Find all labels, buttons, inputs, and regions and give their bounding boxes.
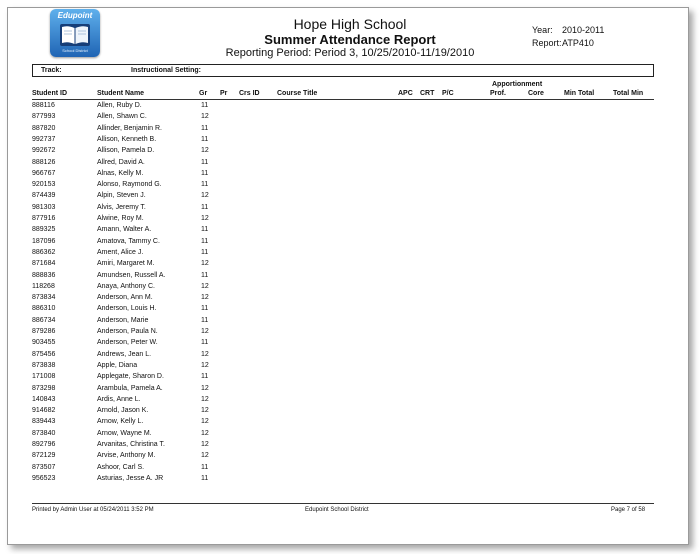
student-name: Anderson, Ann M. bbox=[97, 294, 153, 302]
col-prof: Prof. bbox=[490, 90, 506, 97]
grade: 11 bbox=[201, 102, 209, 109]
student-id: 873298 bbox=[32, 384, 56, 392]
student-name: Alnas, Kelly M. bbox=[97, 169, 144, 177]
student-name: Asturias, Jesse A. JR bbox=[97, 474, 164, 482]
table-row bbox=[32, 373, 332, 384]
student-name: Anderson, Marie bbox=[97, 316, 149, 324]
col-student-name: Student Name bbox=[97, 90, 145, 97]
grade: 12 bbox=[201, 452, 209, 460]
table-row bbox=[32, 464, 332, 475]
track-label: Track: bbox=[41, 67, 62, 74]
student-id: 992672 bbox=[32, 147, 56, 155]
table-row bbox=[32, 102, 332, 113]
reporting-period: Reporting Period: Period 3, 10/25/2010-11/19/2010 bbox=[225, 47, 475, 59]
student-id: 886310 bbox=[32, 305, 56, 313]
table-row bbox=[32, 170, 332, 181]
col-total-min: Total Min bbox=[613, 90, 644, 97]
student-name: Applegate, Sharon D. bbox=[97, 373, 164, 381]
grade: 11 bbox=[201, 181, 209, 189]
student-name: Ashoor, Carl S. bbox=[97, 463, 145, 471]
table-row bbox=[32, 226, 332, 237]
col-core: Core bbox=[528, 90, 544, 97]
student-name: Amann, Walter A. bbox=[97, 226, 152, 234]
table-row bbox=[32, 283, 332, 294]
table-row bbox=[32, 204, 332, 215]
grade: 12 bbox=[201, 384, 209, 392]
student-name: Anderson, Louis H. bbox=[97, 305, 157, 313]
grade: 11 bbox=[201, 169, 209, 177]
student-name: Alpin, Steven J. bbox=[97, 192, 146, 200]
student-name: Arnold, Jason K. bbox=[97, 407, 149, 415]
grade: 11 bbox=[201, 463, 209, 471]
student-id: 873838 bbox=[32, 361, 56, 369]
student-name: Amundsen, Russell A. bbox=[97, 271, 166, 279]
grade: 12 bbox=[201, 361, 209, 369]
table-row bbox=[32, 125, 332, 136]
table-row bbox=[32, 215, 332, 226]
table-row bbox=[32, 305, 332, 316]
page-number: Page 7 of 58 bbox=[611, 507, 646, 513]
student-id: 877993 bbox=[32, 113, 56, 121]
grade: 12 bbox=[201, 350, 209, 358]
grade: 12 bbox=[201, 407, 209, 415]
grade: 11 bbox=[201, 226, 209, 234]
table-row bbox=[32, 418, 332, 429]
student-id: 875456 bbox=[32, 350, 56, 358]
student-name: Arnow, Wayne M. bbox=[97, 429, 152, 437]
report-label: Report: bbox=[532, 38, 562, 48]
col-crs-id: Crs ID bbox=[239, 90, 260, 97]
student-id: 873840 bbox=[32, 429, 56, 437]
grade: 12 bbox=[201, 395, 209, 403]
student-name: Anaya, Anthony C. bbox=[97, 282, 155, 290]
student-name: Apple, Diana bbox=[97, 361, 138, 369]
logo-text: Edupoint bbox=[57, 11, 93, 20]
student-name: Amiri, Margaret M. bbox=[97, 260, 155, 268]
table-row bbox=[32, 351, 332, 362]
student-name: Allinder, Benjamin R. bbox=[97, 124, 162, 132]
table-row bbox=[32, 441, 332, 452]
grade: 11 bbox=[201, 135, 209, 143]
table-row bbox=[32, 396, 332, 407]
table-row bbox=[32, 249, 332, 260]
grade: 12 bbox=[201, 418, 209, 426]
table-row bbox=[32, 159, 332, 170]
student-id: 903455 bbox=[32, 339, 56, 347]
col-pc: P/C bbox=[442, 90, 454, 97]
student-name: Allen, Ruby D. bbox=[97, 102, 142, 109]
col-pr: Pr bbox=[220, 90, 228, 97]
table-row bbox=[32, 328, 332, 339]
student-name: Arnow, Kelly L. bbox=[97, 418, 144, 426]
col-grade: Gr bbox=[199, 90, 208, 97]
grade: 12 bbox=[201, 328, 209, 335]
grade: 11 bbox=[201, 339, 209, 347]
grade: 11 bbox=[201, 373, 209, 381]
grade: 11 bbox=[201, 248, 209, 256]
col-min-total: Min Total bbox=[564, 90, 595, 97]
student-name: Amatova, Tammy C. bbox=[97, 237, 160, 245]
col-apc: APC bbox=[398, 90, 413, 97]
student-id: 877916 bbox=[32, 215, 56, 222]
student-id: 888116 bbox=[32, 102, 55, 109]
student-id: 187096 bbox=[32, 237, 56, 245]
table-row bbox=[32, 113, 332, 124]
table-row bbox=[32, 192, 332, 203]
report-title: Summer Attendance Report bbox=[264, 32, 436, 47]
student-name: Allison, Pamela D. bbox=[97, 147, 155, 155]
student-id: 992737 bbox=[32, 135, 56, 143]
grade: 12 bbox=[201, 192, 209, 200]
student-id: 886362 bbox=[32, 248, 56, 256]
grade: 12 bbox=[201, 260, 209, 268]
printed-by: Printed by Admin User at 05/24/2011 3:52 PM bbox=[32, 507, 154, 513]
grade: 12 bbox=[201, 215, 209, 222]
district-name: Edupoint School District bbox=[305, 507, 369, 513]
grade: 12 bbox=[201, 113, 209, 121]
student-name: Alonso, Raymond G. bbox=[97, 181, 162, 189]
table-row bbox=[32, 452, 332, 463]
student-name: Allen, Shawn C. bbox=[97, 113, 147, 121]
student-id: 873507 bbox=[32, 463, 56, 471]
student-id: 886734 bbox=[32, 316, 56, 324]
table-row bbox=[32, 362, 332, 373]
col-course-title: Course Title bbox=[277, 90, 318, 97]
table-row bbox=[32, 317, 332, 328]
table-row bbox=[32, 294, 332, 305]
student-id: 879286 bbox=[32, 328, 56, 335]
student-name: Ardis, Anne L. bbox=[97, 395, 141, 403]
student-name: Ament, Alice J. bbox=[97, 248, 144, 256]
student-id: 874439 bbox=[32, 192, 56, 200]
table-row bbox=[32, 181, 332, 192]
grade: 11 bbox=[201, 316, 209, 324]
table-row bbox=[32, 260, 332, 271]
student-id: 956523 bbox=[32, 474, 56, 482]
year-value: 2010-2011 bbox=[562, 25, 605, 35]
student-id: 966767 bbox=[32, 169, 56, 177]
footer-rule bbox=[32, 503, 654, 504]
table-row bbox=[32, 272, 332, 283]
report-value: ATP410 bbox=[562, 38, 594, 48]
grade: 12 bbox=[201, 294, 209, 302]
student-id: 118268 bbox=[32, 282, 55, 290]
student-id: 892796 bbox=[32, 441, 56, 448]
grade: 12 bbox=[201, 429, 209, 437]
student-id: 920153 bbox=[32, 181, 56, 189]
grade: 11 bbox=[201, 271, 209, 279]
col-student-id: Student ID bbox=[32, 90, 67, 97]
student-id: 887820 bbox=[32, 124, 56, 132]
student-name: Arvanitas, Christina T. bbox=[97, 441, 165, 448]
table-row bbox=[32, 407, 332, 418]
grade: 11 bbox=[201, 158, 209, 166]
grade: 11 bbox=[201, 305, 209, 313]
student-id: 872129 bbox=[32, 452, 56, 460]
table-row bbox=[32, 475, 332, 486]
grade: 11 bbox=[201, 474, 209, 482]
student-id: 981303 bbox=[32, 203, 56, 211]
student-id: 914682 bbox=[32, 407, 56, 415]
year-label: Year: bbox=[532, 25, 553, 35]
student-name: Anderson, Peter W. bbox=[97, 339, 158, 347]
student-id: 888126 bbox=[32, 158, 56, 166]
apportionment-header: Apportionment bbox=[492, 81, 543, 88]
grade: 11 bbox=[201, 203, 209, 211]
filter-box bbox=[32, 64, 654, 77]
col-crt: CRT bbox=[420, 90, 435, 97]
table-row bbox=[32, 430, 332, 441]
student-id: 888836 bbox=[32, 271, 56, 279]
student-name: Anderson, Paula N. bbox=[97, 328, 158, 335]
grade: 12 bbox=[201, 441, 209, 448]
student-id: 171008 bbox=[32, 373, 56, 381]
table-row bbox=[32, 136, 332, 147]
table-row bbox=[32, 385, 332, 396]
instructional-setting-label: Instructional Setting: bbox=[131, 67, 201, 74]
grade: 12 bbox=[201, 282, 209, 290]
student-name: Allison, Kenneth B. bbox=[97, 135, 157, 143]
header-rule bbox=[32, 99, 654, 100]
student-id: 889325 bbox=[32, 226, 56, 234]
school-name: Hope High School bbox=[293, 16, 407, 32]
student-name: Alvis, Jeremy T. bbox=[97, 203, 146, 211]
student-name: Andrews, Jean L. bbox=[97, 350, 152, 358]
table-row bbox=[32, 339, 332, 350]
grade: 12 bbox=[201, 147, 209, 155]
student-id: 871684 bbox=[32, 260, 56, 268]
student-id: 140843 bbox=[32, 395, 56, 403]
grade: 11 bbox=[201, 237, 209, 245]
student-name: Allred, David A. bbox=[97, 158, 145, 166]
logo-subtext: School District bbox=[62, 48, 88, 53]
student-name: Alwine, Roy M. bbox=[97, 215, 144, 222]
student-name: Arvise, Anthony M. bbox=[97, 452, 156, 460]
student-id: 873834 bbox=[32, 294, 56, 302]
table-row bbox=[32, 147, 332, 158]
student-id: 839443 bbox=[32, 418, 56, 426]
grade: 11 bbox=[201, 124, 209, 132]
table-row bbox=[32, 238, 332, 249]
student-name: Arambula, Pamela A. bbox=[97, 384, 163, 392]
